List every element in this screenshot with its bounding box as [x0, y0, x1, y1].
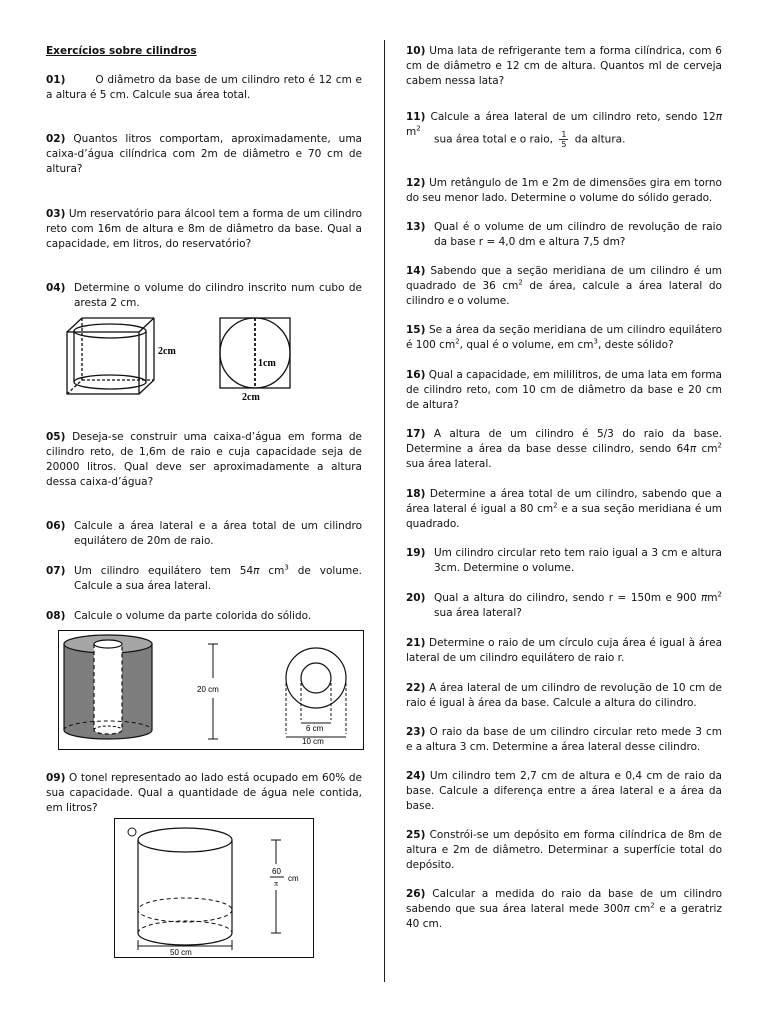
question-22: 22) A área lateral de um cilindro de revolução de 10 cm de raio é igual à área da base. Calcule a altura do cilindro.	[406, 682, 722, 709]
question-05: 05) Deseja-se construir uma caixa-d’água em forma de cilindro reto, de 1,6m de raio e cuja capacidade seja de 20000 litros. Qual deve ser aproximadamente a altura dessa caixa-d’água?	[46, 431, 362, 488]
question-02: 02) Quantos litros comportam, aproximadamente, uma caixa-d’água cilíndrica com 2m de diâmetro e 70 cm de altura?	[46, 133, 362, 175]
question-26: 26) Calcular a medida do raio da base de um cilindro sabendo que sua área lateral mede 300π $cm^2$ e a geratriz 40 cm.	[406, 888, 723, 930]
question-06: 06) Calcule a área lateral e a área total de um cilindro equilátero de 20m de raio.	[46, 520, 362, 547]
label-unit: cm	[288, 874, 299, 883]
barrel-figure	[114, 818, 314, 958]
label-frac-num: 60	[272, 867, 281, 876]
question-23: 23) O raio da base de um cilindro circular reto mede 3 cm e a altura 3 cm. Determine a área lateral desse cilindro.	[406, 726, 722, 753]
question-13: 13) Qual é o volume de um cilindro de revolução de raio da base r = 4,0 dm e altura 7,5 dm?	[406, 221, 722, 248]
question-03: 03) Um reservatório para álcool tem a forma de um cilindro reto com 16m de altura e 8m de diâmetro da base. Qual a capacidade, em litros, do reservatório?	[46, 208, 363, 250]
label-inner: 6 cm	[306, 724, 324, 733]
question-10: 10) Uma lata de refrigerante tem a forma cilíndrica, com 6 cm de diâmetro e 12 cm de altura. Quantos ml de cerveja cabem nessa lata?	[406, 45, 722, 87]
question-24: 24) Um cilindro tem 2,7 cm de altura e 0,4 cm de raio da base. Calcule a diferença entre a área lateral e a área da base.	[406, 770, 722, 812]
question-07: 07) Um cilindro equilátero tem 54π $cm^3$ de volume. Calcule a sua área lateral.	[46, 563, 363, 592]
label-width: 50 cm	[170, 948, 192, 957]
label-height: 20 cm	[197, 685, 219, 694]
label-frac-den: π	[274, 879, 279, 888]
question-04: 04) Determine o volume do cilindro inscrito num cubo de aresta 2 cm.	[46, 282, 362, 309]
cube-cylinder-figure	[62, 314, 312, 404]
question-17: 17) A altura de um cilindro é 5/3 do raio da base. Determine a área da base desse cilindro, sendo 64π $cm^2$ sua área lateral.	[406, 428, 722, 470]
question-25: 25) Constrói-se um depósito em forma cilíndrica de 8m de altura e 2m de diâmetro. Determinar a superfície total do depósito.	[406, 829, 722, 871]
fraction-one-fifth: $\frac{1}{5}$	[561, 130, 567, 149]
label-bottom: 2cm	[242, 392, 260, 403]
question-15: 15) Se a área da seção meridiana de um cilindro equilátero é 100 $cm^2$, qual é o volume, em $cm^3$, deste sólido?	[406, 324, 722, 351]
hollow-cylinder-figure	[58, 630, 364, 750]
question-18: 18) Determine a área total de um cilindro, sabendo que a área lateral é igual a 80 $cm^2$ e a sua seção meridiana é um quadrado.	[406, 488, 722, 530]
page-title: Exercícios sobre cilindros	[46, 45, 197, 57]
question-01: 01) O diâmetro da base de um cilindro reto é 12 cm e a altura é 5 cm. Calcule sua área total.	[46, 74, 362, 101]
column-divider	[384, 40, 385, 982]
question-19: 19) Um cilindro circular reto tem raio igual a 3 cm e altura 3cm. Determine o volume.	[406, 547, 722, 574]
question-20: 20) Qual a altura do cilindro, sendo r = 150m e 900 $\pi m^2$ sua área lateral?	[406, 590, 722, 619]
question-12: 12) Um retângulo de 1m e 2m de dimensões gira em torno do seu menor lado. Determine o volume do sólido gerado.	[406, 177, 722, 204]
question-08: 08) Calcule o volume da parte colorida do sólido.	[46, 610, 312, 622]
question-21: 21) Determine o raio de um círculo cuja área é igual à área lateral de um cilindro equilátero de raio r.	[406, 637, 722, 664]
question-11: 11) Calcule a área lateral de um cilindro reto, sendo 12π $m^2$	[406, 111, 723, 138]
question-09: 09) O tonel representado ao lado está ocupado em 60% de sua capacidade. Qual a quantidade de água nele contida, em litros?	[46, 772, 362, 814]
label-outer: 10 cm	[302, 737, 324, 746]
label-radius: 1cm	[258, 358, 276, 369]
question-14: 14) Sabendo que a seção meridiana de um cilindro é um quadrado de 36 $cm^2$ de área, calcule a área lateral do cilindro e o volume.	[406, 265, 722, 307]
question-16: 16) Qual a capacidade, em mililitros, de uma lata em forma de cilindro reto, com 10 cm de diâmetro da base e 20 cm de altura?	[406, 369, 722, 411]
label-side: 2cm	[158, 346, 176, 357]
question-11-line2: sua área total e o raio, $\frac{1}{5}$ da altura.	[434, 130, 626, 149]
